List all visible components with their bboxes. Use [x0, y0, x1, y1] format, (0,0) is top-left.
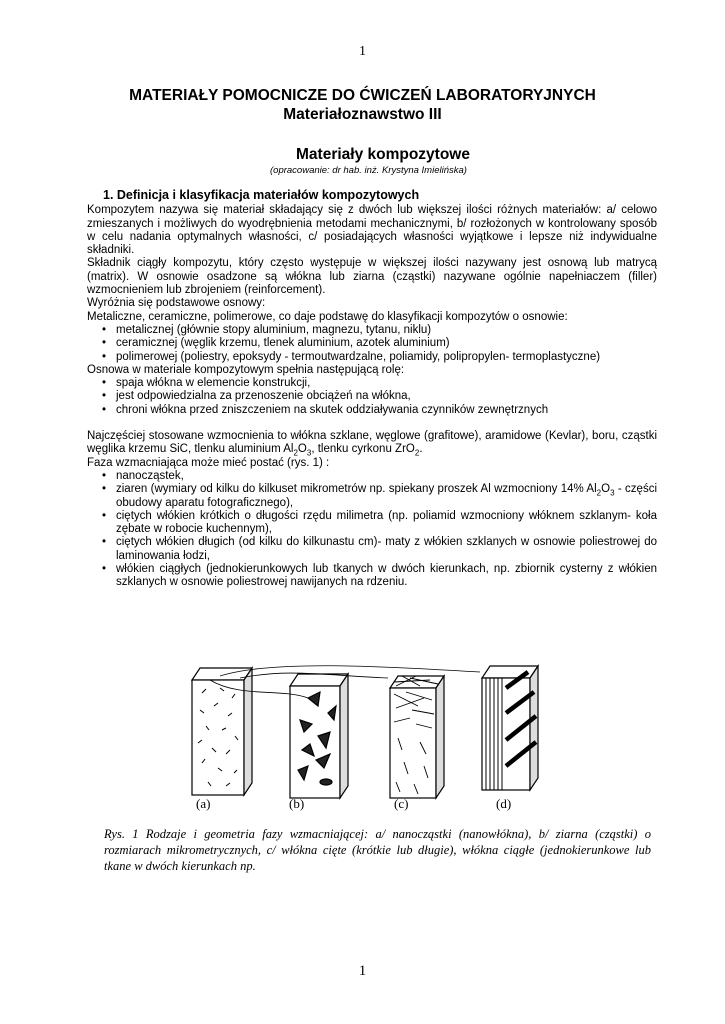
list-item: • metalicznej (głównie stopy aluminium, magnezu, tytanu, niklu)	[102, 323, 432, 336]
bullet-icon: •	[102, 536, 107, 549]
reinforcement-figure	[180, 658, 560, 818]
list-item: • włókien ciągłych (jednokierunkowych lub tkanych w dwóch kierunkach, np. zbiornik cysterny z włókien szklanych w osnowie poliestrowej nawijanych na rdzeniu.	[102, 563, 657, 589]
list-item: • ciętych włókien krótkich o długości rzędu milimetra (np. poliamid wzmocniony włóknem szklanym- koła zębate w robocie kuchennym),	[102, 509, 657, 536]
block-a-nanoparticles	[192, 668, 252, 795]
list-item: • ceramicznej (węglik krzemu, tlenek aluminium, azotek aluminium)	[102, 337, 450, 350]
block-b-particles	[290, 674, 348, 798]
list-item: • nanocząstek,	[102, 469, 184, 482]
section-title: Materiały kompozytowe	[296, 146, 470, 163]
list-item: • spaja włókna w elemencie konstrukcji,	[102, 377, 311, 390]
paragraph-types-intro: Wyróżnia się podstawowe osnowy:	[87, 297, 266, 310]
document-title	[0, 86, 725, 124]
list-item: • jest odpowiedzialna za przenoszenie obciążeń na włókna,	[102, 390, 411, 403]
matrix-types-list	[87, 324, 657, 364]
page-number-top: 1	[359, 44, 366, 59]
block-d-continuous-fibers	[482, 666, 538, 790]
page-number-bottom: 1	[358, 963, 367, 979]
author-note: (opracowanie: dr hab. inż. Krystyna Imielińska)	[270, 165, 467, 176]
bullet-icon: •	[102, 337, 107, 350]
list-item: • polimerowej (poliestry, epoksydy - termoutwardzalne, poliamidy, polipropylen- termoplastyczne)	[102, 350, 601, 363]
bullet-icon: •	[102, 469, 107, 482]
title-line-1: MATERIAŁY POMOCNICZE DO ĆWICZEŃ LABORATORYJNYCH	[129, 87, 596, 104]
phase-forms-list	[87, 470, 657, 590]
paragraph-types: Metaliczne, ceramiczne, polimerowe, co daje podstawę do klasyfikacji kompozytów o osnowie:	[87, 310, 568, 323]
figure-label-a: (a)	[196, 796, 211, 811]
paragraph-reinforcements: Najczęściej stosowane wzmocnienia to włókna szklane, węglowe (grafitowe), aramidowe (Kevlar), boru, cząstki węglika krzemu SiC, tlenku aluminium $Al_2O_3$, tlenku cyrkonu ZrO$_2$.	[87, 430, 657, 458]
list-item: • ciętych włókien długich (od kilku do kilkunastu cm)- maty z włókien szklanych w osnowie poliestrowej do laminowania łodzi,	[102, 536, 657, 562]
figure-label-c: (c)	[394, 796, 409, 811]
paragraph-definition: Kompozytem nazywa się materiał składający się z dwóch lub większej ilości różnych materiałów: a/ celowo zmieszanych i możliwych do wyodrębnienia metodami mechanicznymi, b/ rozłożonych w kontrolowany sposób w celu nadania optymalnych własności, c/ posiadających własności wyjątkowe i lepsze niż indywidualne składniki.	[87, 204, 657, 257]
bullet-icon: •	[102, 390, 107, 403]
paragraph-phase: Faza wzmacniająca może mieć postać (rys. 1) :	[87, 456, 330, 469]
title-line-2: Materiałoznawstwo III	[283, 106, 442, 123]
list-item: • chroni włókna przed zniszczeniem na skutek oddziaływania czynników zewnętrznych	[102, 403, 549, 416]
paragraph-role: Osnowa w materiale kompozytowym spełnia następującą rolę:	[87, 363, 405, 376]
bullet-icon: •	[102, 377, 107, 390]
figure-label-d: (d)	[496, 796, 512, 811]
main-content	[87, 189, 657, 590]
heading-definition: 1. Definicja i klasyfikacja materiałów kompozytowych	[103, 188, 420, 202]
figure-label-b: (b)	[289, 796, 305, 811]
figure-caption: Rys. 1 Rodzaje i geometria fazy wzmacniającej: a/ nanocząstki (nanowłókna), b/ ziarna (cząstki) o rozmiarach mikrometrycznych, c/ włókna cięte (krótkie lub długie), włókna ciągłe (jednokierunkowe lub tkane w dwóch kierunkach np.	[104, 827, 651, 873]
bullet-icon: •	[102, 403, 107, 416]
bullet-icon: •	[102, 483, 107, 496]
block-c-chopped-fibers	[390, 676, 444, 798]
bullet-icon: •	[102, 563, 107, 576]
bullet-icon: •	[102, 350, 107, 363]
bullet-icon: •	[102, 509, 107, 522]
bullet-icon: •	[102, 323, 107, 336]
matrix-roles-list	[87, 377, 657, 417]
list-item: • ziaren (wymiary od kilku do kilkuset mikrometrów np. spiekany proszek Al wzmocniony 14% $Al_2O_3$ - części obudowy aparatu fotograficznego),	[102, 483, 658, 509]
paragraph-matrix: Składnik ciągły kompozytu, który często występuje w większej ilości nazywany jest osnową lub matrycą (matrix). W osnowie osadzone są włókna lub ziarna (cząstki) nazywane ogólnie napełniaczem (filler) wzmocnieniem lub zbrojeniem (reinforcement).	[87, 257, 657, 297]
